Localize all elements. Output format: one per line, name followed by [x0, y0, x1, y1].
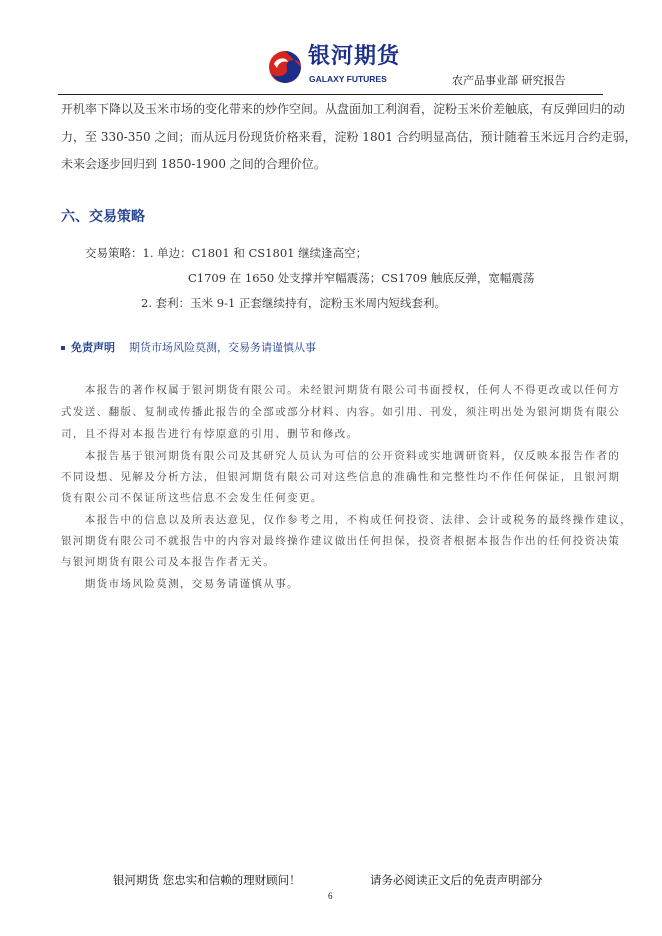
- disclaimer-line: 银河期货有限公司不就报告中的内容对最终操作建议做出任何担保，投资者根据本报告作出的任何投资决策: [61, 535, 621, 547]
- footer-notice: 请务必阅读正文后的免责声明部分: [370, 873, 543, 887]
- disclaimer-title: 免责声明: [71, 341, 115, 354]
- disclaimer-line: 本报告中的信息以及所表达意见，仅作参考之用，不构成任何投资、法律、会计或税务的最终操作建议，: [61, 514, 633, 526]
- body-text-line: 力，至 330-350 之间；而从远月份现货价格来看，淀粉 1801 合约明显高估，预计随着玉米远月合约走弱，: [61, 130, 637, 144]
- header-divider: [58, 94, 603, 95]
- disclaimer-line: 不同设想、见解及分析方法，但银河期货有限公司对这些信息的准确性和完整性均不作任何保证，且银河期: [61, 471, 621, 483]
- strategy-line: 2. 套利：玉米 9-1 正套继续持有，淀粉玉米周内短线套利。: [141, 296, 446, 310]
- galaxy-logo-icon: [268, 50, 302, 84]
- disclaimer-header: [61, 341, 316, 354]
- strategy-line: C1709 在 1650 处支撑并窄幅震荡；CS1709 触底反弹，宽幅震荡: [188, 271, 535, 285]
- page-number: 6: [328, 891, 333, 901]
- disclaimer-line: 与银河期货有限公司及本报告作者无关。: [61, 556, 276, 568]
- logo-chinese-name: 银河期货: [308, 44, 401, 69]
- company-logo: [268, 44, 408, 88]
- disclaimer-line: 司，且不得对本报告进行有悖原意的引用、删节和修改。: [61, 428, 359, 440]
- body-text-line: 开机率下降以及玉米市场的变化带来的炒作空间。从盘面加工利润看，淀粉玉米价差触底，有反弹回归的动: [61, 102, 626, 116]
- strategy-line: 交易策略：1. 单边：C1801 和 CS1801 继续逢高空；: [85, 246, 368, 260]
- body-text-line: 未来会逐步回归到 1850-1900 之间的合理价位。: [61, 157, 326, 171]
- disclaimer-line: 本报告的著作权属于银河期货有限公司。未经银河期货有限公司书面授权，任何人不得更改或以任何方: [61, 384, 621, 396]
- disclaimer-subtitle: 期货市场风险莫测，交易务请谨慎从事: [129, 341, 316, 354]
- logo-english-name: GALAXY FUTURES: [309, 74, 387, 84]
- bullet-icon: [61, 346, 65, 350]
- disclaimer-line: 式发送、翻版、复制或传播此报告的全部或部分材料、内容。如引用、刊发，须注明出处为银河期货有限公: [61, 406, 621, 418]
- disclaimer-line: 货有限公司不保证所这些信息不会发生任何变更。: [61, 492, 323, 504]
- section-heading: 六、交易策略: [61, 209, 145, 225]
- disclaimer-line: 期货市场风险莫测，交易务请谨慎从事。: [61, 578, 299, 590]
- department-label: 农产品事业部 研究报告: [452, 74, 566, 87]
- footer-slogan: 银河期货 您忠实和信赖的理财顾问！: [113, 873, 301, 887]
- disclaimer-line: 本报告基于银河期货有限公司及其研究人员认为可信的公开资料或实地调研资料，仅反映本报告作者的: [61, 450, 621, 462]
